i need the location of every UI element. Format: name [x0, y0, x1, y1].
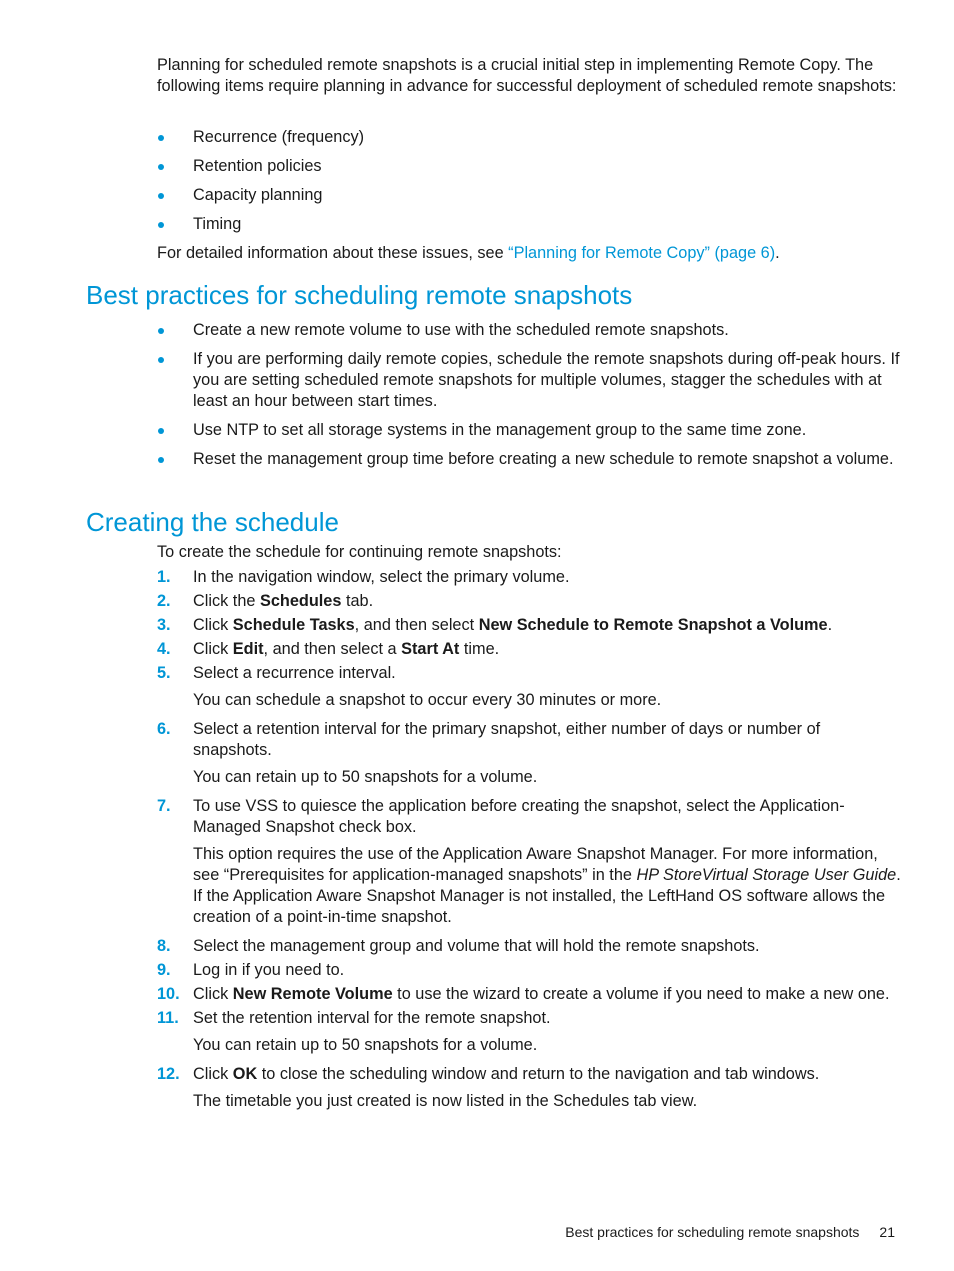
- step-text-segment: time.: [459, 640, 500, 658]
- step-note: [193, 690, 902, 711]
- step-text-segment: To use VSS to quiesce the application before creating the snapshot, select the Application-Managed Snapshot check box.: [193, 797, 845, 836]
- step-number: 6.: [157, 720, 171, 738]
- ui-term: New Remote Volume: [232, 985, 393, 1003]
- step-text-segment: to close the scheduling window and return to the navigation and tab windows.: [257, 1065, 820, 1083]
- step-text-segment: to use the wizard to create a volume if you need to make a new one.: [392, 985, 890, 1003]
- step-text-segment: Set the retention interval for the remote snapshot.: [193, 1009, 551, 1027]
- list-item: Timing: [157, 214, 902, 235]
- step-text-segment: You can retain up to 50 snapshots for a volume.: [193, 768, 538, 786]
- step-text: [193, 639, 902, 660]
- step-text: [193, 960, 902, 981]
- ui-term: Start At: [401, 640, 460, 658]
- step-text: [193, 984, 902, 1005]
- planning-remote-copy-link[interactable]: “Planning for Remote Copy” (page 6): [508, 244, 776, 262]
- step-text: [193, 936, 902, 957]
- step-number: 10.: [157, 985, 180, 1003]
- step-item: [157, 1064, 902, 1112]
- book-title: HP StoreVirtual Storage User Guide: [636, 866, 897, 884]
- step-number: 9.: [157, 961, 171, 979]
- step-item: [157, 719, 902, 788]
- step-item: [157, 796, 902, 928]
- step-item: [157, 936, 902, 957]
- step-text-segment: Click: [193, 1065, 233, 1083]
- footer-title: Best practices for scheduling remote snapshots: [565, 1224, 860, 1240]
- step-text-segment: In the navigation window, select the primary volume.: [193, 568, 570, 586]
- step-number: 7.: [157, 797, 171, 815]
- list-item: Retention policies: [157, 156, 902, 177]
- best-practices-list: [157, 320, 902, 478]
- list-item: Recurrence (frequency): [157, 127, 902, 148]
- step-text-segment: Select a retention interval for the primary snapshot, either number of days or number of snapshots.: [193, 720, 821, 759]
- step-text-segment: . If the Application Aware Snapshot Manager is not installed, the LeftHand OS software allows the creation of a point-in-time snapshot.: [193, 866, 901, 926]
- step-text-segment: This option requires the use of the Application Aware Snapshot Manager. For more information, see “Prerequisites for application-managed snapshots” in the: [193, 845, 878, 884]
- step-item: [157, 567, 902, 588]
- list-item: Capacity planning: [157, 185, 902, 206]
- step-number: 3.: [157, 616, 171, 634]
- step-text: [193, 615, 902, 636]
- step-text: [193, 719, 902, 761]
- detail-prefix: For detailed information about these issues, see: [157, 244, 509, 262]
- step-number: 11.: [157, 1009, 179, 1027]
- step-number: 4.: [157, 640, 171, 658]
- step-text-segment: You can schedule a snapshot to occur every 30 minutes or more.: [193, 691, 662, 709]
- best-practices-heading: Best practices for scheduling remote snapshots: [86, 280, 633, 310]
- creating-intro: To create the schedule for continuing remote snapshots:: [157, 543, 562, 561]
- step-item: [157, 639, 902, 660]
- step-text: [193, 796, 902, 838]
- step-text-segment: tab.: [341, 592, 374, 610]
- step-text-segment: Click: [193, 616, 233, 634]
- step-item: [157, 615, 902, 636]
- step-text: [193, 663, 902, 684]
- step-note: [193, 767, 902, 788]
- list-item: Use NTP to set all storage systems in the management group to the same time zone.: [157, 420, 902, 441]
- creating-schedule-heading: Creating the schedule: [86, 507, 339, 537]
- step-text-segment: Select the management group and volume that will hold the remote snapshots.: [193, 937, 760, 955]
- page-footer: [520, 1222, 895, 1242]
- page-number: 21: [879, 1224, 895, 1240]
- step-item: [157, 663, 902, 711]
- step-number: 2.: [157, 592, 171, 610]
- step-text-segment: , and then select a: [263, 640, 402, 658]
- step-number: 1.: [157, 568, 171, 586]
- step-note: [193, 1091, 902, 1112]
- step-item: [157, 960, 902, 981]
- procedure-steps: [157, 567, 902, 1120]
- ui-term: Schedule Tasks: [232, 616, 355, 634]
- step-text: [193, 1064, 902, 1085]
- ui-term: Edit: [232, 640, 264, 658]
- planning-items-list: [157, 127, 902, 243]
- list-item: Create a new remote volume to use with the scheduled remote snapshots.: [157, 320, 902, 341]
- ui-term: New Schedule to Remote Snapshot a Volume: [478, 616, 828, 634]
- step-text-segment: Select a recurrence interval.: [193, 664, 396, 682]
- list-item: Reset the management group time before creating a new schedule to remote snapshot a volume.: [157, 449, 902, 470]
- step-item: [157, 591, 902, 612]
- step-number: 8.: [157, 937, 171, 955]
- step-item: [157, 984, 902, 1005]
- step-text-segment: The timetable you just created is now listed in the Schedules tab view.: [193, 1092, 698, 1110]
- step-text-segment: .: [827, 616, 833, 634]
- list-item: If you are performing daily remote copies, schedule the remote snapshots during off-peak hours. If you are setting scheduled remote snapshots for multiple volumes, stagger the schedules with at least an hour between start times.: [157, 349, 902, 412]
- step-item: [157, 1008, 902, 1056]
- detail-paragraph: [157, 243, 902, 264]
- step-text: [193, 567, 902, 588]
- step-text: [193, 591, 902, 612]
- step-text-segment: You can retain up to 50 snapshots for a volume.: [193, 1036, 538, 1054]
- step-text-segment: Click: [193, 640, 233, 658]
- step-text-segment: , and then select: [354, 616, 479, 634]
- detail-suffix: .: [775, 244, 780, 262]
- step-text: [193, 1008, 902, 1029]
- step-note: [193, 844, 902, 928]
- step-text-segment: Click the: [193, 592, 260, 610]
- step-text-segment: Log in if you need to.: [193, 961, 345, 979]
- intro-paragraph: Planning for scheduled remote snapshots is a crucial initial step in implementing Remote Copy. The following items require planning in advance for successful deployment of scheduled remote snapshots:: [157, 56, 897, 95]
- ui-term: OK: [232, 1065, 258, 1083]
- step-number: 5.: [157, 664, 171, 682]
- step-note: [193, 1035, 902, 1056]
- step-text-segment: Click: [193, 985, 233, 1003]
- step-number: 12.: [157, 1065, 180, 1083]
- ui-term: Schedules: [259, 592, 342, 610]
